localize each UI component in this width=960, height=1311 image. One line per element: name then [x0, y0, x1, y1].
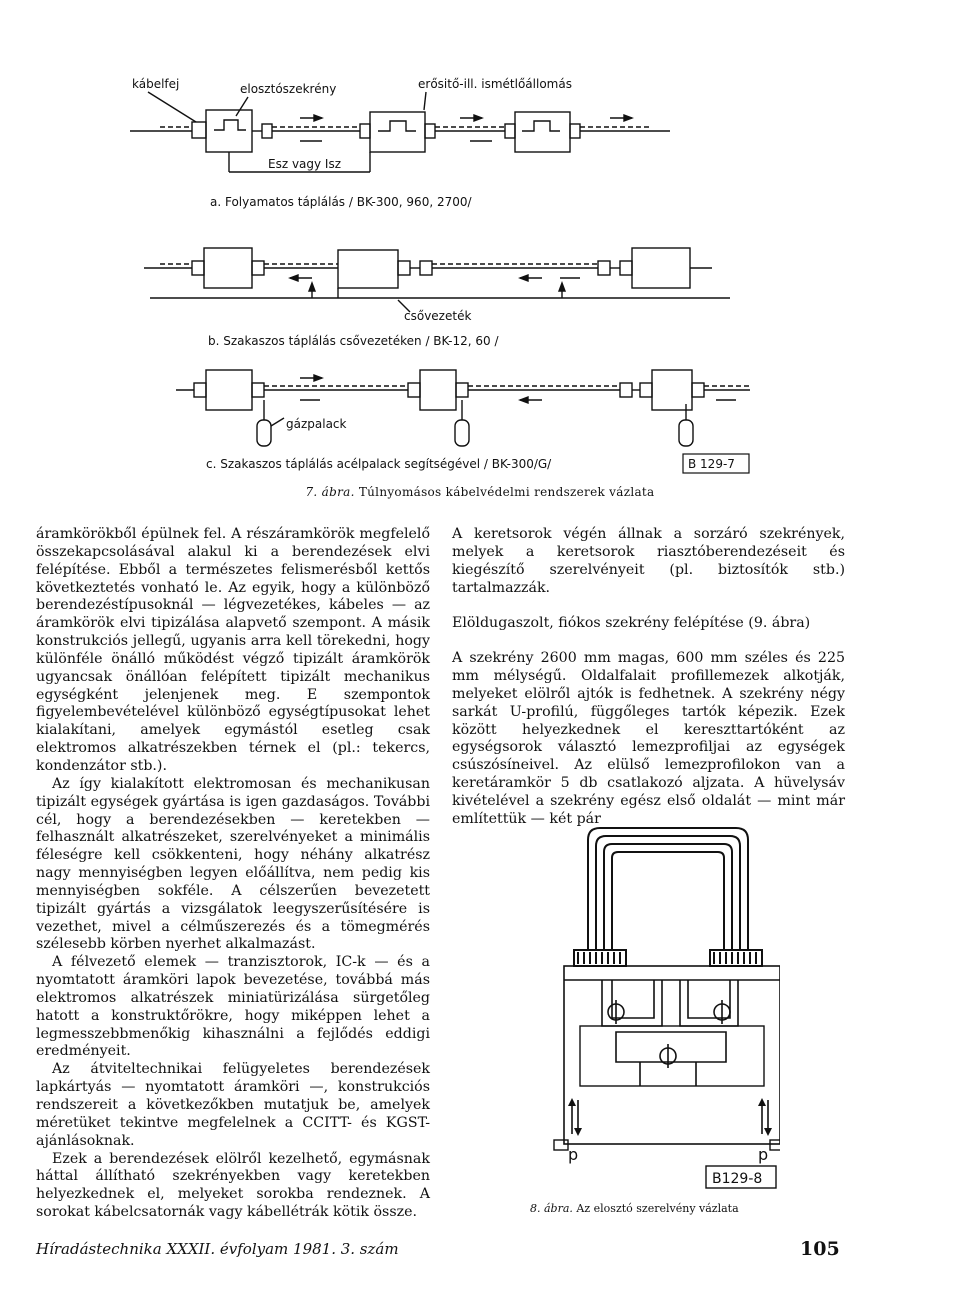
- figure-7-caption-text: Túlnyomásos kábelvédelmi rendszerek vázlata: [358, 485, 655, 499]
- subcaption-c: c. Szakaszos táplálás acélpalack segítségével / BK-300/G/: [206, 457, 552, 471]
- figure-8-caption-text: Az elosztó szerelvény vázlata: [576, 1202, 739, 1215]
- label-csovezetek: csővezeték: [404, 309, 472, 323]
- subcaption-b: b. Szakaszos táplálás csővezetéken / BK-12, 60 /: [208, 334, 499, 348]
- figure-7-caption-label: 7. ábra.: [305, 485, 355, 499]
- right-paragraph-2: A szekrény 2600 mm magas, 600 mm széles és 225 mm mélységű. Oldalfalait profillemezek alkotják, melyeket elölről ajtók is fedhetnek. A szekrény négy sarkát U-profilú, függőleges tartók képezik. Ezek között helyezkednek el kereszttartóként az egységsorok választó lemezprofiljai az egységek csúszósíneivel. Az elülső lemezprofilokon van a keretáramkör 5 db csatlakozó aljzata. A hüvelysáv kivételével a szekrény egész első oldalát — mint már említettük — két pár: [452, 650, 845, 827]
- figure-8-caption-label: 8. ábra.: [530, 1202, 573, 1215]
- left-paragraph-5: Ezek a berendezések elölről kezelhető, egymásnak háttal állítható szekrényekben vagy keretekben helyezkednek el, melyeket sorokba rendeznek. A sorokat kábelcsatornák vagy kábellétrák kötik össze.: [36, 1150, 430, 1221]
- diagram-a: [130, 77, 670, 209]
- figure-8-code: B129-8: [712, 1171, 763, 1187]
- label-esz-vagy-isz: Esz vagy Isz: [268, 157, 342, 171]
- figure-7-code: B 129-7: [688, 457, 735, 471]
- left-paragraph-3: A félvezető elemek — tranzisztorok, IC-k — és a nyomtatott áramköri lapok bevezetése, továbbá más elektromos alkatrészek miniatürizálása sürgetőleg hatott a konstruktőrökre, hogy miképpen lehet a legmesszebbmenőkig kihasználni a fejlődés eddigi eredményeit.: [36, 954, 430, 1060]
- left-column: [36, 526, 430, 1222]
- figure-7-diagram: [0, 0, 960, 480]
- label-p-left: p: [568, 1145, 579, 1164]
- right-paragraph-1: A keretsorok végén állnak a sorzáró szekrények, melyek a keretsorok riasztóberendezéseit és kiegészítő szerelvényeit (pl. biztosítók stb.) tartalmazzák.: [452, 526, 845, 596]
- journal-footer: Híradástechnika XXXII. évfolyam 1981. 3. szám: [36, 1240, 399, 1258]
- section-heading: Elöldugaszolt, fiókos szekrény felépítése (9. ábra): [452, 615, 811, 632]
- label-elosztoszekreny: elosztószekrény: [240, 82, 337, 96]
- label-erosito: erősitő-ill. ismétlőállomás: [418, 77, 572, 91]
- diagram-b: [144, 248, 730, 348]
- label-p-right: p: [758, 1145, 769, 1164]
- diagram-c: [176, 370, 750, 473]
- right-column: [452, 526, 845, 829]
- figure-8-diagram: [520, 800, 780, 1195]
- left-paragraph-1: áramkörökből épülnek fel. A részáramkörök megfelelő összekapcsolásával alakul ki a berendezések elvi felépítése. Ebből a természetes felismerésből kettős következtetés vonható le. Az egyik, hogy a különböző berendezéstípusoknál — légvezetékes, kábeles — az áramkörök elvi tipizálása alapvető szempont. A másik konstrukciós jellegű, ugyanis arra kell törekedni, hogy különféle önálló működést végző tipizált áramkörök ugyancsak önállóan felépített tipizált mechanikus egységként jelenjenek meg. E szempontok figyelembevételével különböző egységtípusokat lehet kialakítani, amelyek egymástól esetleg csak elektromos alkatrészekben térnek el (pl.: tekercs, kondenzátor stb.).: [36, 526, 430, 774]
- left-paragraph-4: Az átviteltechnikai felügyeletes berendezések lapkártyás — nyomtatott áramköri —, konstrukciós rendszereit a következőkben mutatjuk be, amelyek méretüket tekintve megfelelnek a CCITT- és KGST-ajánlásoknak.: [36, 1061, 430, 1149]
- subcaption-a: a. Folyamatos táplálás / BK-300, 960, 2700/: [210, 195, 472, 209]
- left-paragraph-2: Az így kialakított elektromosan és mechanikusan tipizált egységek gyártása is igen gazdaságos. További cél, hogy a berendezésekben — keretekben — felhasznált alkatrészeket, szerelvényeket a minimális féleségre kell csökkenteni, hogy néhány alkatrész nagy mennyiségben legyen előállítva, nem pedig kis mennyiségben sokféle. A célszerűen bevezetett tipizált gyártás a vizsgálatok leegyszerűsítésére is vezethet, mivel a célműszerezés és a tömegmérés szélesebb körben nyerhet alkalmazást.: [36, 775, 430, 953]
- page-number: 105: [800, 1238, 840, 1260]
- label-kabelfej: kábelfej: [132, 77, 180, 91]
- figure-7-caption: [0, 485, 960, 499]
- figure-8-caption: [530, 1202, 830, 1215]
- label-gazpalack: gázpalack: [286, 417, 347, 431]
